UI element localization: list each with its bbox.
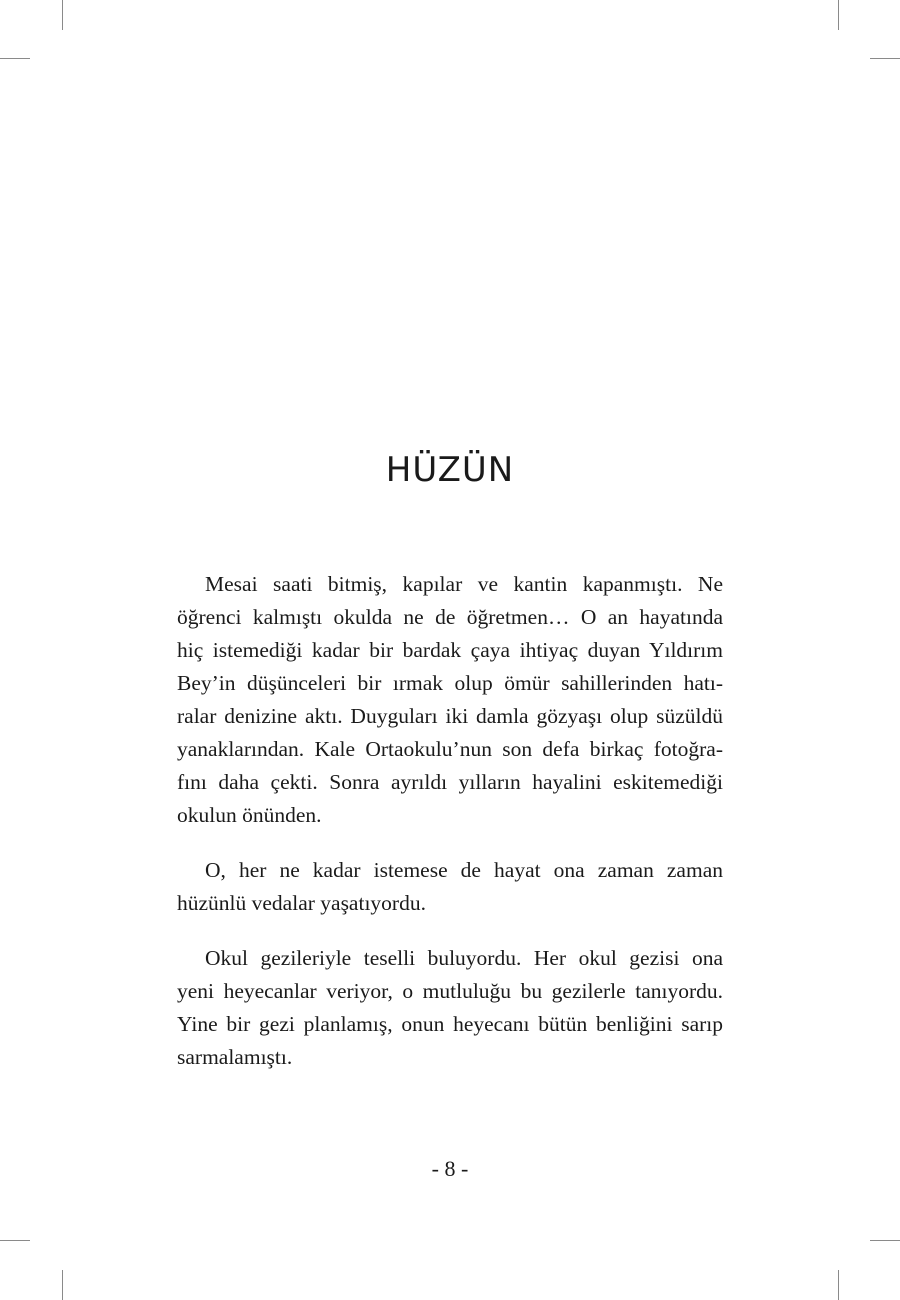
crop-mark-right-lower <box>870 1240 900 1241</box>
text-line: hiç istemediği kadar bir bardak çaya ihtiyaç duyan Yıldırım <box>177 638 723 662</box>
text-line: Okul gezileriyle teselli buluyordu. Her okul gezisi ona <box>205 946 723 970</box>
crop-mark-top-left <box>62 0 63 30</box>
paragraph-1 <box>177 568 723 832</box>
text-line: sarmalamıştı. <box>177 1045 293 1069</box>
page-number: - 8 - <box>431 1156 469 1181</box>
chapter-title: HÜZÜN <box>385 450 515 490</box>
crop-mark-top-right <box>838 0 839 30</box>
crop-mark-left-upper <box>0 58 30 59</box>
text-line: ralar denizine aktı. Duyguları iki damla gözyaşı olup süzüldü <box>177 704 723 728</box>
text-line: Bey’in düşünceleri bir ırmak olup ömür sahillerinden hatı- <box>177 671 723 695</box>
paragraph-2 <box>177 854 723 920</box>
crop-mark-right-upper <box>870 58 900 59</box>
text-line: fını daha çekti. Sonra ayrıldı yılların hayalini eskitemediği <box>177 770 723 794</box>
text-line: Mesai saati bitmiş, kapılar ve kantin kapanmıştı. Ne <box>205 572 723 596</box>
body-text <box>177 568 723 1096</box>
text-line: yeni heyecanlar veriyor, o mutluluğu bu gezilerle tanıyordu. <box>177 979 723 1003</box>
text-line: hüzünlü vedalar yaşatıyordu. <box>177 891 426 915</box>
text-line: Yine bir gezi planlamış, onun heyecanı bütün benliğini sarıp <box>177 1012 723 1036</box>
text-line: okulun önünden. <box>177 803 322 827</box>
text-line: öğrenci kalmıştı okulda ne de öğretmen… O an hayatında <box>177 605 723 629</box>
crop-mark-left-lower <box>0 1240 30 1241</box>
text-line: yanaklarından. Kale Ortaokulu’nun son defa birkaç fotoğra- <box>177 737 723 761</box>
text-line: O, her ne kadar istemese de hayat ona zaman zaman <box>205 858 723 882</box>
paragraph-3 <box>177 942 723 1074</box>
crop-mark-bottom-right <box>838 1270 839 1300</box>
crop-mark-bottom-left <box>62 1270 63 1300</box>
